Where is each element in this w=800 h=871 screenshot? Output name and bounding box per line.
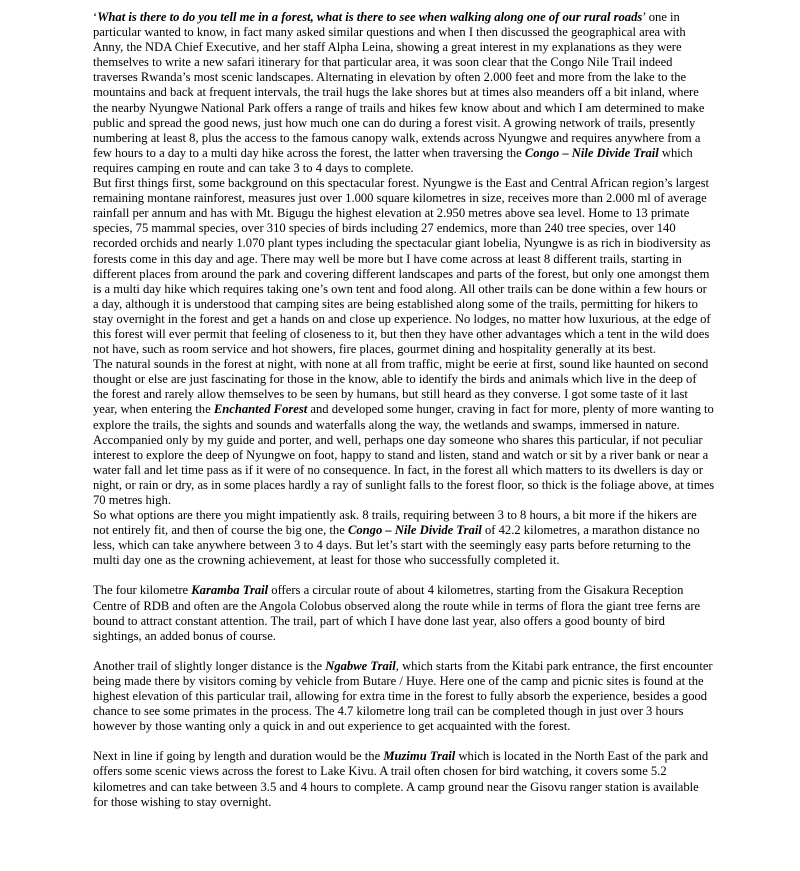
body-text: The natural sounds in the forest at night, with none at all from traffic, might be eerie at first, sound like haunted on second thought or else are just fascinating for those in the know, able to identify the birds and animals which live in the deep of the forest and rarely allow themselves to be seen by humans, but still heard as they converse. I got some taste of it last year, when entering the — [93, 357, 709, 417]
body-text: ’ one in particular wanted to know, in fact many asked similar questions and when I then discussed the geographical area with Anny, the NDA Chief Executive, and her staff Alpha Leina, showing a great interest in my explanations as they were themselves to write a new safari itinerary for that particular area, it was soon clear that the Congo Nile Trail indeed traverses Rwanda’s most scenic landscapes. Alternating in elevation by often 2.000 feet and more from the lake to the mountains and back at frequent intervals, the trail hugs the lake shores but at times also meanders off a bit inland, where the nearby Nyungwe National Park offers a range of trails and hikes few know about and which I am determined to make public and spread the good news, just how much one can do during a forest visit. A growing network of trails, presently numbering at least 8, plus the access to the famous canopy walk, extends across Nyungwe and requires anywhere from a few hours to a day to a multi day hike across the forest, the latter when traversing the — [93, 10, 705, 160]
body-text: which requires camping en route and can take 3 to 4 days to complete. — [93, 145, 693, 175]
emphasized-text: Enchanted Forest — [213, 402, 308, 417]
body-text: of 42.2 kilometres, a marathon distance no less, which can take anywhere between 3 to 4 days. But let’s start with the seemingly easy parts before returning to the multi day one as the crowning achievement, at least for those who successfully completed it. — [93, 523, 700, 568]
body-text: Next in line if going by length and duration would be the — [93, 749, 384, 764]
paragraph-spacer — [93, 734, 715, 749]
body-text: which is located in the North East of the park and offers some scenic views across the forest to Lake Kivu. A trail often chosen for bird watching, it covers some 5.2 kilometres and can take between 3.5 and 4 hours to complete. A camp ground near the Gisovu ranger station is available for those wishing to stay overnight. — [93, 749, 709, 809]
body-text: Another trail of slightly longer distance is the — [93, 658, 326, 673]
emphasized-text: Congo – Nile Divide Trail — [347, 523, 482, 538]
body-text: and developed some hunger, craving in fact for more, plenty of more wanting to explore the trails, the sights and sounds and waterfalls along the way, the wetlands and swamps, immersed in nature. Accompanied only by my guide and porter, and well, perhaps one day someone who shares this particular, if not peculiar interest to explore the deep of Nyungwe on foot, happy to stand and listen, stand and watch or sit by a river bank or near a water fall and let time pass as if it were of no consequence. In fact, in the forest all which matters to its dwellers is day or night, or rain or dry, as in some places hardly a ray of sunlight falls to the forest floor, so thick is the foliage above, at times 70 metres high. — [93, 402, 715, 507]
emphasized-text: Congo – Nile Divide Trail — [524, 145, 659, 160]
emphasized-text: Muzimu Trail — [383, 749, 456, 764]
emphasized-text: What is there to do you tell me in a forest, what is there to see when walking along one of our rural roads — [97, 10, 643, 24]
body-text: , which starts from the Kitabi park entrance, the first encounter being made there by visitors coming by vehicle from Butare / Huye. Here one of the camp and picnic sites is found at the highest elevation of this particular trail, allowing for extra time in the forest to fully absorb the experience, besides a good chance to see some primates in the process. The 4.7 kilometre long trail can be completed though in just over 3 hours however by those wanting only a quick in and out experience to get acquainted with the forest. — [93, 658, 713, 734]
body-text: But first things first, some background on this spectacular forest. Nyungwe is the East and Central African region’s largest remaining montane rainforest, measures just over 1.000 square kilometres in size, receives more than 2.000 ml of average rainfall per annum and has with Mt. Bigugu the highest elevation at 2.950 metres above sea level. Home to 13 primate species, 75 mammal species, over 310 species of birds including 27 endemics, more than 240 tree species, over 140 recorded orchids and nearly 1.070 plant types including the spectacular giant lobelia, Nyungwe is as rich in biodiversity as forests come in this day and age. There may well be more but I have come across at least 8 different trails, starting in different places from around the park and covering different landscapes and parts of the forest, but only one amongst them is a multi day hike which requires taking one’s own tent and food along. All other trails can be done within a few hours or a day, although it is understood that camping sites are being established along some of the trails, permitting for hikers to stay overnight in the forest and get a hands on and close up experience. No lodges, no matter how luxurious, at the edge of this forest will ever permit that feeling of closeness to it, but then they have other advantages which a tent in the wild does not have, such as room service and hot showers, fire places, gourmet dining and hospitality generally at its best. — [93, 176, 711, 357]
paragraph-spacer — [93, 644, 715, 659]
paragraph — [93, 357, 715, 508]
paragraph — [93, 659, 715, 734]
body-text: offers a circular route of about 4 kilometres, starting from the Gisakura Reception Centre of RDB and often are the Angola Colobus observed along the route while in terms of flora the giant tree ferns are bound to attract constant attention. The trail, part of which I have done last year, also offers a good bounty of bird sightings, an added bonus of course. — [93, 583, 701, 643]
body-text: So what options are there you might impatiently ask. 8 trails, requiring between 3 to 8 hours, a bit more if the hikers are not entirely fit, and then of course the big one, the — [93, 508, 697, 538]
emphasized-text: Ngabwe Trail — [325, 658, 396, 673]
paragraph-spacer — [93, 568, 715, 583]
paragraph — [93, 508, 715, 568]
body-text: ‘ — [93, 10, 98, 24]
paragraph — [93, 10, 715, 176]
paragraph — [93, 749, 715, 809]
paragraph — [93, 583, 715, 643]
document-page — [93, 10, 715, 810]
paragraph — [93, 176, 715, 357]
body-text: The four kilometre — [93, 583, 192, 598]
emphasized-text: Karamba Trail — [191, 583, 269, 598]
